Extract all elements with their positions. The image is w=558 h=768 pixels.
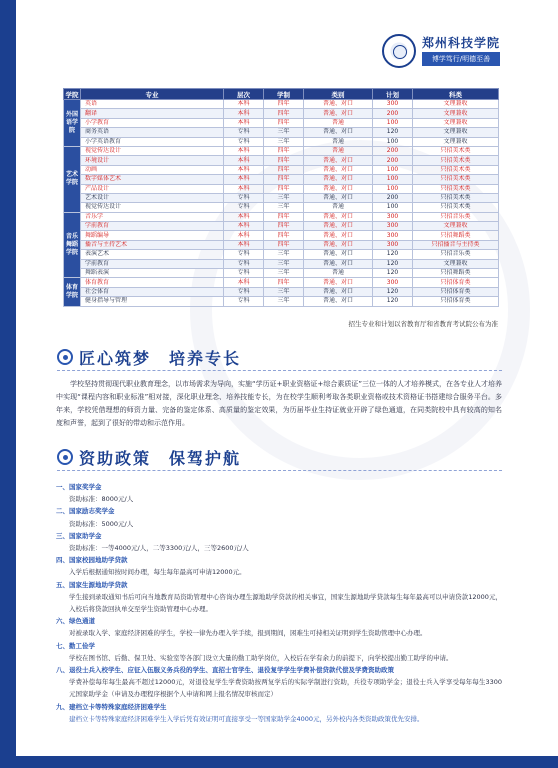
subject-cell: 文理兼收: [413, 100, 499, 109]
school-motto: 博学笃行/明德至善: [422, 52, 500, 66]
years-cell: 四年: [264, 100, 304, 109]
subject-cell: 文理兼收: [413, 259, 499, 268]
major-cell: 舞蹈编导: [81, 231, 224, 240]
category-cell: 普通、对口: [304, 100, 373, 109]
major-cell: 艺术设计: [81, 193, 224, 202]
subject-cell: 只招音乐类: [413, 212, 499, 221]
policy-heading: 五、国家生源地助学贷款: [56, 580, 128, 589]
subject-cell: 文理兼收: [413, 137, 499, 146]
plan-cell: 120: [373, 287, 413, 296]
level-cell: 本科: [224, 118, 264, 127]
years-cell: 四年: [264, 231, 304, 240]
college-cell: 体育学院: [64, 278, 81, 306]
plan-cell: 200: [373, 193, 413, 202]
major-cell: 视觉传达设计: [81, 203, 224, 212]
policy-body: 对被录取入学、家庭经济困难的学生，学校一律先办理入学手续，报到期间，困难生可持相关证明到学生资助管理中心办理。: [69, 629, 427, 638]
plan-cell: 200: [373, 109, 413, 118]
years-cell: 四年: [264, 240, 304, 249]
level-cell: 专科: [224, 203, 264, 212]
category-cell: 普通、对口: [304, 287, 373, 296]
location-pin-icon: [57, 449, 73, 465]
major-cell: 播音与主持艺术: [81, 240, 224, 249]
table-header-row: [64, 89, 499, 100]
category-cell: 普通、对口: [304, 184, 373, 193]
plan-cell: 200: [373, 156, 413, 165]
major-cell: 健身指导与管理: [81, 297, 224, 306]
category-cell: 普通: [304, 137, 373, 146]
years-cell: 四年: [264, 118, 304, 127]
policy-body: 资助标准：一等4000元/人，二等3300元/人，三等2600元/人: [69, 544, 249, 553]
category-cell: 普通、对口: [304, 193, 373, 202]
subject-cell: 文理兼收: [413, 222, 499, 231]
major-cell: 舞蹈表演: [81, 269, 224, 278]
subject-cell: 文理兼收: [413, 118, 499, 127]
years-cell: 三年: [264, 297, 304, 306]
years-cell: 三年: [264, 137, 304, 146]
category-cell: 普通、对口: [304, 259, 373, 268]
years-cell: 三年: [264, 259, 304, 268]
years-cell: 四年: [264, 175, 304, 184]
major-cell: 学前教育: [81, 222, 224, 231]
years-cell: 四年: [264, 212, 304, 221]
years-cell: 三年: [264, 203, 304, 212]
table-row: [64, 259, 499, 268]
subject-cell: 只招舞蹈类: [413, 269, 499, 278]
level-cell: 本科: [224, 184, 264, 193]
level-cell: 专科: [224, 287, 264, 296]
level-cell: 本科: [224, 146, 264, 155]
header-college: 学院: [65, 90, 79, 99]
level-cell: 专科: [224, 269, 264, 278]
policy-heading: 七、勤工俭学: [56, 641, 95, 650]
years-cell: 四年: [264, 109, 304, 118]
header-subject: 科类: [413, 89, 499, 100]
table-row: [64, 240, 499, 249]
level-cell: 本科: [224, 165, 264, 174]
table-row: [64, 137, 499, 146]
section-divider: [57, 370, 502, 371]
subject-cell: 只招美术类: [413, 184, 499, 193]
category-cell: 普通、对口: [304, 240, 373, 249]
plan-cell: 100: [373, 203, 413, 212]
category-cell: 普通、对口: [304, 222, 373, 231]
major-cell: 翻译: [81, 109, 224, 118]
table-row: [64, 287, 499, 296]
section-title-aid: 资助政策 保驾护航: [79, 449, 242, 468]
policy-heading: 二、国家励志奖学金: [56, 507, 115, 516]
table-row: [64, 250, 499, 259]
level-cell: 本科: [224, 100, 264, 109]
years-cell: 三年: [264, 269, 304, 278]
plan-cell: 300: [373, 222, 413, 231]
college-cell: 外国语学院: [64, 100, 81, 147]
table-row: [64, 109, 499, 118]
section-heading-skills: [57, 346, 357, 370]
table-row: [64, 184, 499, 193]
major-cell: 视觉传达设计: [81, 146, 224, 155]
plan-cell: 300: [373, 100, 413, 109]
left-accent-bar: [0, 0, 16, 768]
policy-body: 资助标准：5000元/人: [69, 519, 134, 528]
subject-cell: 文理兼收: [413, 128, 499, 137]
plan-cell: 200: [373, 146, 413, 155]
major-cell: 英语: [81, 100, 224, 109]
level-cell: 专科: [224, 250, 264, 259]
subject-cell: 只招美术类: [413, 193, 499, 202]
table-row: [64, 212, 499, 221]
subject-cell: 只招舞蹈类: [413, 231, 499, 240]
subject-cell: 只招体育类: [413, 297, 499, 306]
policy-body: 学费补偿每年每生最高不超过12000元，对退役复学生学费资助按两复学后的实际学制进行资助，兵役专项助学金；退役士兵入学享受每年每生3300元国家助学金（申请及办理程序根据个人申请和网上报名情况审核而定）: [69, 678, 502, 699]
years-cell: 四年: [264, 165, 304, 174]
category-cell: 普通、对口: [304, 297, 373, 306]
college-cell: 艺术学院: [64, 146, 81, 212]
table-row: [64, 193, 499, 202]
plan-cell: 100: [373, 137, 413, 146]
level-cell: 本科: [224, 212, 264, 221]
category-cell: 普通、对口: [304, 250, 373, 259]
table-footnote: 招生专业和计划以省教育厅和省教育考试院公布为准: [348, 320, 498, 328]
policy-heading: 六、绿色通道: [56, 617, 95, 626]
policy-body: 入学后根据通知按时间办理，每生每年最高可申请12000元。: [69, 568, 246, 577]
subject-cell: 只招体育类: [413, 287, 499, 296]
plan-cell: 300: [373, 231, 413, 240]
years-cell: 三年: [264, 128, 304, 137]
major-cell: 体育教育: [81, 278, 224, 287]
subject-cell: 只招播音与主持类: [413, 240, 499, 249]
years-cell: 四年: [264, 156, 304, 165]
major-cell: 商务英语: [81, 128, 224, 137]
plan-cell: 120: [373, 250, 413, 259]
level-cell: 本科: [224, 240, 264, 249]
subject-cell: 只招美术类: [413, 175, 499, 184]
policy-body: 学校在图书馆、后勤、保卫处、实验室等各部门设立大量的勤工助学岗位，入校后在学有余力的前提下，向学校提出勤工助学的申请。: [69, 653, 453, 662]
category-cell: 普通、对口: [304, 109, 373, 118]
category-cell: 普通、对口: [304, 231, 373, 240]
header-level: 层次: [224, 89, 264, 100]
major-cell: 音乐学: [81, 212, 224, 221]
plan-cell: 300: [373, 212, 413, 221]
college-cell: 音乐舞蹈学院: [64, 212, 81, 278]
level-cell: 专科: [224, 193, 264, 202]
major-cell: 动画: [81, 165, 224, 174]
policy-body: 学生接到录取通知书后可向当地教育局资助管理中心咨询办理生源地助学贷款的相关事宜，国家生源地助学贷款每生每年最高可以申请贷款12000元，入校后将贷款回执单交至学生资助管理中心办理。: [69, 592, 502, 614]
subject-cell: 只招体育类: [413, 278, 499, 287]
level-cell: 本科: [224, 222, 264, 231]
category-cell: 普通: [304, 118, 373, 127]
plan-cell: 120: [373, 128, 413, 137]
category-cell: 普通、对口: [304, 128, 373, 137]
category-cell: 普通、对口: [304, 278, 373, 287]
category-cell: 普通、对口: [304, 175, 373, 184]
major-cell: 小学教育: [81, 118, 224, 127]
table-row: [64, 222, 499, 231]
section-title-skills: 匠心筑梦 培养专长: [79, 349, 242, 368]
skills-paragraph: 学校坚持贯彻现代职业教育理念，以市场需求为导向，实施“学历证+职业资格证+综合素质证”三位一体的人才培养模式，在各专业人才培养中实现“课程内容和职业标准”相对接，深化职业理念、培养技能专长，为在校学生顺利考取各类职业资格或技术资格证书搭建综合服务平台。多年来，学校凭借理想的师资力量、完备的鉴定体系、高质量的鉴定效果，为历届毕业生持证就业开辟了绿色通道，在同类院校中具有较高的知名度和声誉，起到了很好的带动和示范作用。: [56, 380, 502, 427]
table-row: [64, 100, 499, 109]
years-cell: 四年: [264, 146, 304, 155]
level-cell: 本科: [224, 278, 264, 287]
years-cell: 四年: [264, 222, 304, 231]
level-cell: 本科: [224, 109, 264, 118]
major-cell: 小学英语教育: [81, 137, 224, 146]
category-cell: 普通、对口: [304, 156, 373, 165]
subject-cell: 只招美术类: [413, 146, 499, 155]
level-cell: 本科: [224, 156, 264, 165]
bottom-accent-bar: [0, 756, 558, 768]
header-years: 学制: [264, 89, 304, 100]
plan-cell: 100: [373, 184, 413, 193]
section-divider: [57, 470, 502, 471]
subject-cell: 只招美术类: [413, 203, 499, 212]
plan-cell: 100: [373, 175, 413, 184]
section-heading-aid: [57, 446, 357, 470]
subject-cell: 只招美术类: [413, 165, 499, 174]
table-row: [64, 165, 499, 174]
table-row: [64, 118, 499, 127]
years-cell: 三年: [264, 193, 304, 202]
level-cell: 专科: [224, 259, 264, 268]
major-cell: 学前教育: [81, 259, 224, 268]
category-cell: 普通、对口: [304, 212, 373, 221]
level-cell: 本科: [224, 175, 264, 184]
school-header: [382, 32, 512, 72]
plan-cell: 300: [373, 240, 413, 249]
table-row: [64, 269, 499, 278]
policy-heading: 八、退役士兵入校学生、应征入伍服义务兵役的学生、直招士官学生、退役复学学生学费补偿贷款代偿及学费资助政策: [56, 666, 394, 675]
table-row: [64, 231, 499, 240]
major-cell: 数字媒体艺术: [81, 175, 224, 184]
years-cell: 四年: [264, 278, 304, 287]
subject-cell: 文理兼收: [413, 109, 499, 118]
subject-cell: 只招音乐类: [413, 250, 499, 259]
subject-cell: 只招美术类: [413, 156, 499, 165]
level-cell: 专科: [224, 128, 264, 137]
category-cell: 普通: [304, 269, 373, 278]
table-row: [64, 146, 499, 155]
years-cell: 三年: [264, 287, 304, 296]
category-cell: 普通、对口: [304, 165, 373, 174]
years-cell: 四年: [264, 184, 304, 193]
table-row: [64, 175, 499, 184]
category-cell: 普通: [304, 146, 373, 155]
level-cell: 本科: [224, 231, 264, 240]
header-plan: 计划: [373, 89, 413, 100]
location-pin-icon: [57, 349, 73, 365]
plan-cell: 120: [373, 259, 413, 268]
policy-body: 资助标准：8000元/人: [69, 495, 134, 504]
table-row: [64, 156, 499, 165]
major-cell: 环境设计: [81, 156, 224, 165]
level-cell: 专科: [224, 297, 264, 306]
table-row: [64, 278, 499, 287]
policy-heading: 四、国家校园地助学贷款: [56, 556, 128, 565]
plan-cell: 300: [373, 278, 413, 287]
major-cell: 社会体育: [81, 287, 224, 296]
header-category: 类别: [304, 89, 373, 100]
table-row: [64, 203, 499, 212]
school-name: 郑州科技学院: [422, 36, 501, 50]
aid-policy-list: [56, 481, 502, 725]
plan-cell: 120: [373, 269, 413, 278]
table-row: [64, 297, 499, 306]
policy-heading: 三、国家助学金: [56, 531, 102, 540]
policy-body: 建档立卡等特殊家庭经济困难学生入学后凭有效证明可直接享受一等国家助学金4000元，另外校内各类资助政策优先安排。: [69, 714, 424, 723]
table-row: [64, 128, 499, 137]
plan-cell: 120: [373, 297, 413, 306]
plan-cell: 100: [373, 118, 413, 127]
level-cell: 专科: [224, 137, 264, 146]
major-cell: 表演艺术: [81, 250, 224, 259]
major-cell: 产品设计: [81, 184, 224, 193]
school-seal-icon: [382, 34, 416, 68]
years-cell: 三年: [264, 250, 304, 259]
policy-heading: 一、国家奖学金: [56, 483, 102, 491]
plan-cell: 100: [373, 165, 413, 174]
category-cell: 普通: [304, 203, 373, 212]
admissions-plan-table: [63, 88, 499, 307]
header-major: 专业: [81, 89, 224, 100]
policy-heading: 九、建档立卡等特殊家庭经济困难学生: [56, 702, 167, 711]
